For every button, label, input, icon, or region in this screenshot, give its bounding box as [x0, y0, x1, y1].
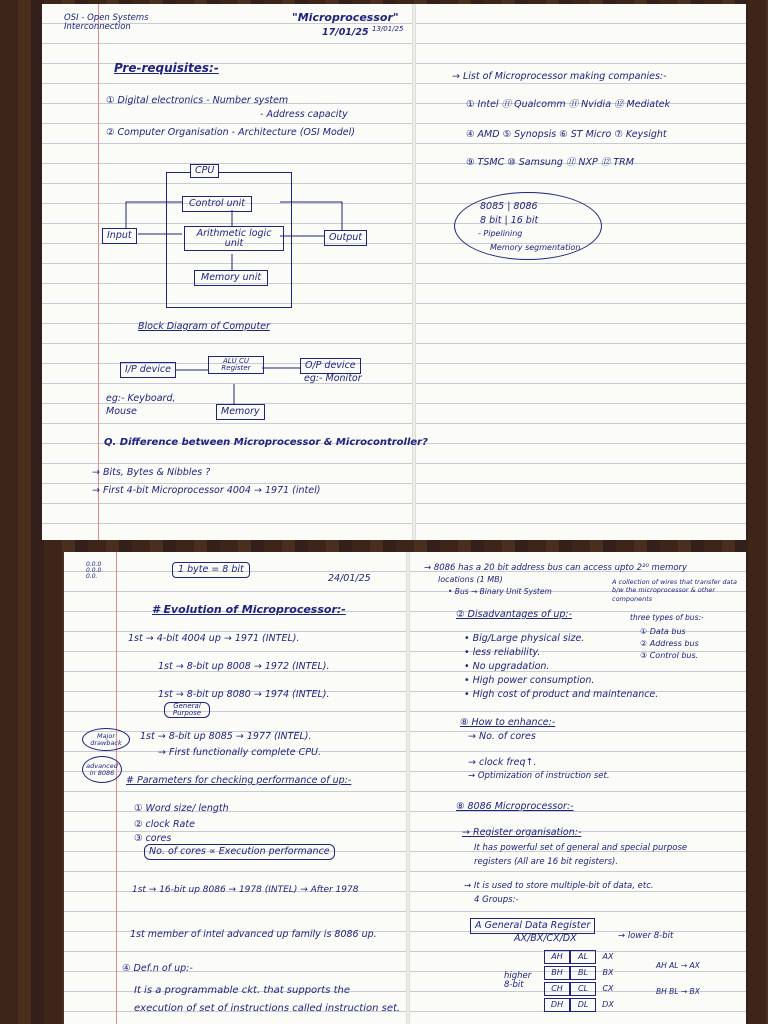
def-2: execution of set of instructions called instruction set.	[134, 1003, 401, 1014]
evo-1: 1st → 4-bit 4004 up → 1971 (INTEL).	[128, 633, 300, 644]
heading: "Microprocessor"	[292, 11, 399, 24]
gdr-sub: AX/BX/CX/DX	[514, 933, 577, 944]
prereq-title: Pre-requisites:-	[114, 61, 219, 75]
byte-box: 1 byte = 8 bit	[172, 562, 250, 578]
enhance-2: → clock freq↑.	[468, 757, 537, 768]
op-example: eg:- Monitor	[304, 373, 362, 384]
register-3: → It is used to store multiple-bit of data, etc.	[464, 881, 654, 891]
dis-2: • less reliability.	[464, 647, 541, 658]
dis-5: • High cost of product and maintenance.	[464, 689, 659, 700]
cmp-row-1: 8085 | 8086	[480, 201, 538, 212]
cpu-label: CPU	[190, 164, 219, 178]
bus-1: ① Data bus	[640, 627, 686, 636]
disadvantages-title: ② Disadvantages of up:-	[456, 609, 573, 620]
mini-note-2: BH BL → BX	[656, 987, 700, 996]
osi-note: OSI - Open Systems Interconnection	[64, 13, 149, 32]
definition-title: ④ Def.n of up:-	[122, 963, 193, 974]
io-diagram-arrows	[42, 4, 422, 424]
prereq-1b: - Address capacity	[260, 109, 348, 120]
register-cell: DH	[544, 998, 570, 1012]
evo-6: 1st member of intel advanced up family is 8086 up.	[130, 929, 377, 940]
bus-2: ② Address bus	[640, 639, 699, 648]
dis-3: • No upgradation.	[464, 661, 550, 672]
bottom-date: 24/01/25	[328, 573, 371, 584]
higher-8bit: higher 8-bit	[504, 971, 532, 990]
register-cell: CX	[602, 984, 614, 993]
def-1: It is a programmable ckt. that supports the	[134, 985, 351, 996]
param-1: ① Word size/ length	[134, 803, 229, 814]
companies-row-3: ⑨ TSMC ⑩ Samsung ⑪ NXP ⑫ TRM	[466, 157, 634, 168]
register-cell: DL	[570, 998, 596, 1012]
general-purpose: General Purpose	[164, 702, 210, 718]
advanced-note: advanced in 8086	[82, 756, 122, 783]
right-2: locations (1 MB)	[438, 575, 503, 584]
input-box: Input	[102, 228, 137, 244]
control-unit: Control unit	[182, 196, 252, 212]
output-box: Output	[324, 230, 367, 246]
param-2: ② clock Rate	[134, 819, 195, 830]
bus-3: ③ Control bus.	[640, 651, 699, 660]
dis-4: • High power consumption.	[464, 675, 595, 686]
memory-box: Memory	[216, 404, 265, 420]
mini-note-1: AH AL → AX	[656, 961, 700, 970]
companies-row-2: ④ AMD ⑤ Synopsis ⑥ ST Micro ⑦ Keysight	[466, 129, 667, 140]
first-up: → First 4-bit Microprocessor 4004 → 1971 (intel)	[92, 485, 321, 496]
dis-1: • Big/Large physical size.	[464, 633, 585, 644]
evo-5: 1st → 16-bit up 8086 → 1978 (INTEL) → After 1978	[132, 885, 359, 895]
register-cell: AX	[602, 952, 614, 961]
prereq-1: ① Digital electronics - Number system	[106, 95, 289, 106]
register-title: → Register organisation:-	[462, 827, 582, 838]
op-device: O/P device	[300, 358, 361, 374]
parameters-title: # Parameters for checking performance of up:-	[126, 775, 352, 786]
memory-unit: Memory unit	[194, 270, 268, 286]
register-cell: CH	[544, 982, 570, 996]
m8086-title: ⑧ 8086 Microprocessor:-	[456, 801, 574, 812]
evo-3: 1st → 8-bit up 8080 → 1974 (INTEL).	[158, 689, 330, 700]
register-1: It has powerful set of general and special purpose	[474, 843, 688, 853]
bus-types: three types of bus:-	[630, 613, 704, 622]
param-3: ③ cores	[134, 833, 172, 844]
top-notebook-page	[42, 4, 746, 540]
page-fold-2	[406, 552, 410, 1024]
register-cell: BL	[570, 966, 596, 980]
evolution-title: # Evolution of Microprocessor:-	[152, 603, 346, 616]
ip-example: eg:- Keyboard, Mouse	[106, 393, 176, 418]
alu-box: Arithmetic logic unit	[184, 226, 284, 251]
right-1: → 8086 has a 20 bit address bus can access upto 2²⁰ memory	[424, 563, 688, 573]
right-3: • Bus → Binary Unit System	[448, 587, 552, 596]
register-cell: AH	[544, 950, 570, 964]
date-2: 13/01/25	[372, 25, 404, 33]
register-cell: BX	[602, 968, 614, 977]
prereq-2: ② Computer Organisation - Architecture (OSI Model)	[106, 127, 355, 138]
evo-4: 1st → 8-bit up 8085 → 1977 (INTEL).	[140, 731, 312, 742]
enhance-title: ⑧ How to enhance:-	[460, 717, 556, 728]
register-cell: DX	[602, 1000, 614, 1009]
companies-title: → List of Microprocessor making companies:-	[452, 71, 667, 82]
bits-note: → Bits, Bytes & Nibbles ?	[92, 467, 211, 478]
lower-8bit: → lower 8-bit	[618, 931, 674, 941]
param-4: No. of cores ∝ Execution performance	[144, 844, 335, 860]
cmp-row-3: - Pipelining	[478, 229, 523, 238]
evo-4b: → First functionally complete CPU.	[158, 747, 321, 758]
cmp-row-4: Memory segmentation	[490, 243, 581, 252]
bottom-notebook-page	[64, 552, 746, 1024]
ip-device: I/P device	[120, 362, 176, 378]
register-2: registers (All are 16 bit registers).	[474, 857, 619, 867]
major-drawback: Major drawback	[82, 728, 130, 751]
side-note: 0.0.0 0.0.0 0.0.	[86, 561, 102, 580]
block-diagram-caption: Block Diagram of Computer	[138, 321, 270, 332]
question: Q. Difference between Microprocessor & Microcontroller?	[104, 437, 428, 448]
enhance-3: → Optimization of instruction set.	[468, 771, 610, 781]
bus-definition: A collection of wires that transfer data b/w the microprocessor & other components	[612, 578, 737, 603]
register-cell: AL	[570, 950, 596, 964]
cmp-row-2: 8 bit | 16 bit	[480, 215, 539, 226]
register-cell: CL	[570, 982, 596, 996]
register-cell: BH	[544, 966, 570, 980]
date: 17/01/25	[322, 27, 369, 38]
alu-cu-register: ALU CU Register	[208, 356, 264, 374]
enhance-1: → No. of cores	[468, 731, 536, 742]
evo-2: 1st → 8-bit up 8008 → 1972 (INTEL).	[158, 661, 330, 672]
general-data-register: A General Data Register	[470, 918, 595, 934]
register-4: 4 Groups:-	[474, 895, 519, 905]
companies-row-1: ① Intel ⑪ Qualcomm ⑪ Nvidia ⑫ Mediatek	[466, 99, 671, 110]
